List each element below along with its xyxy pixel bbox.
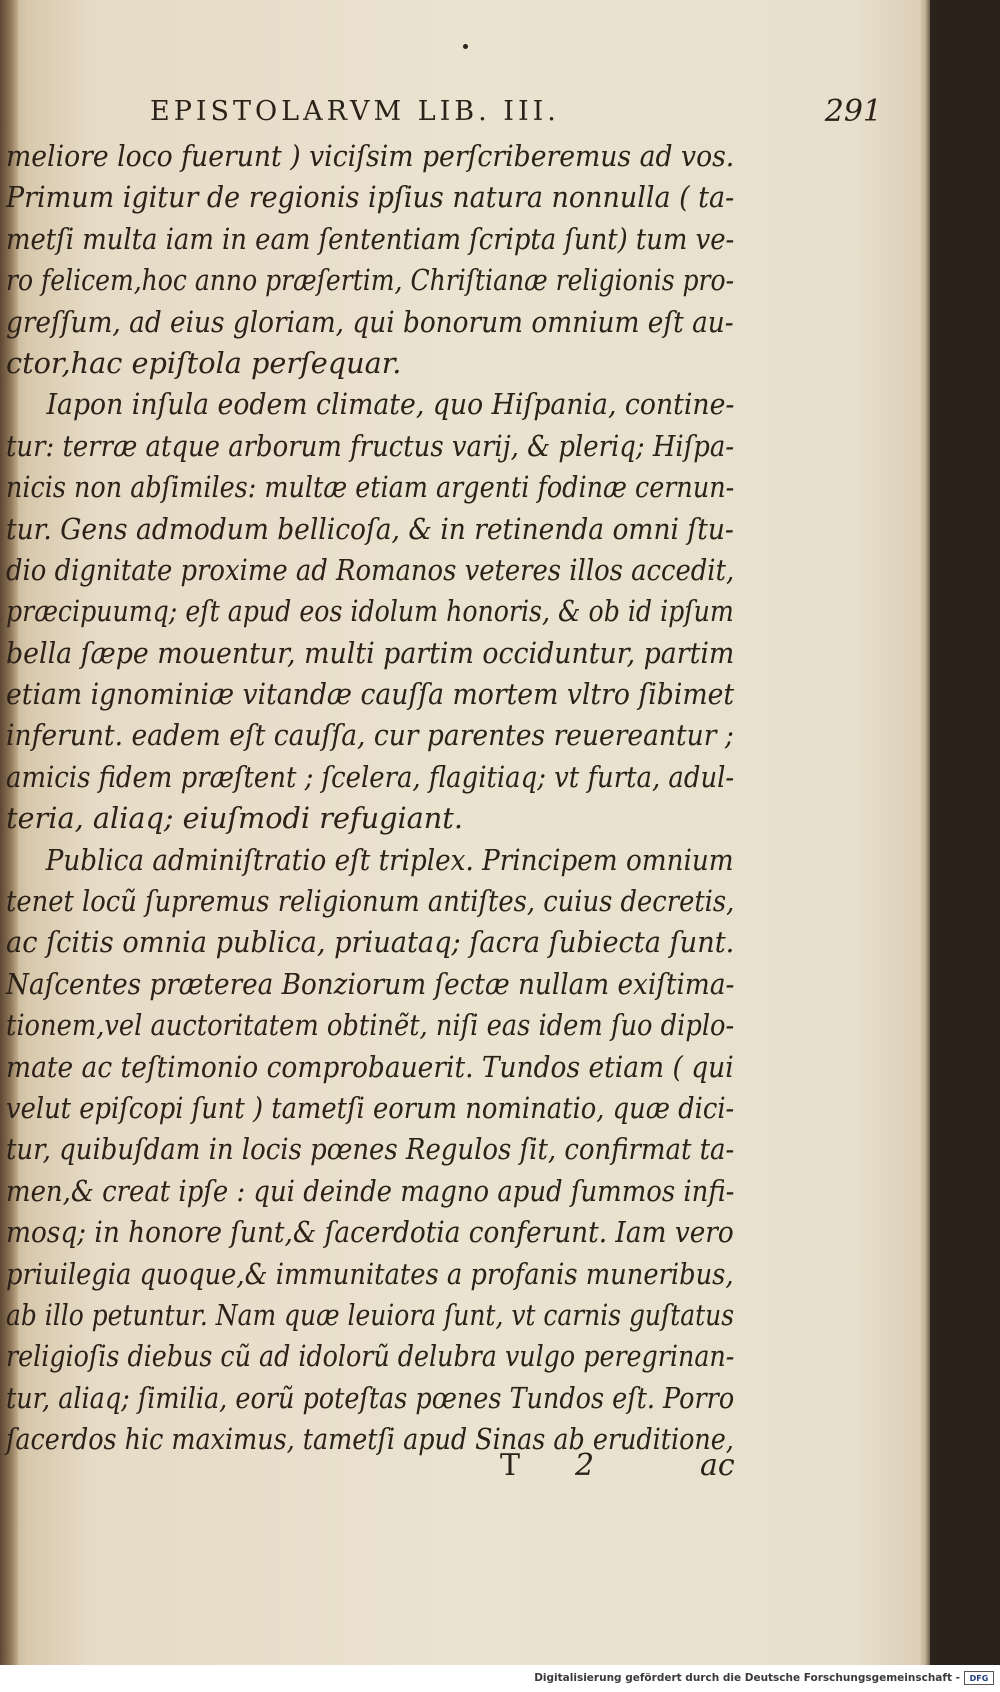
- text-line: Iapon inſula eodem climate, quo Hiſpania, contine-: [46, 387, 735, 422]
- text-line: dio dignitate proxime ad Romanos veteres illos accedit,: [6, 552, 735, 587]
- text-line: teria, aliaq; eiuſmodi refugiant.: [6, 801, 463, 836]
- text-line: meliore loco fuerunt ) viciſsim perſcriberemus ad vos.: [6, 139, 735, 173]
- text-line: tur, aliaq; ſimilia, eorũ poteſtas pœnes Tundos eſt. Porro: [6, 1380, 735, 1415]
- text-line: tionem,vel auctoritatem obtinẽt, niſi eas idem ſuo diplo-: [6, 1008, 735, 1043]
- text-line: tenet locũ ſupremus religionum antiſtes, cuius decretis,: [6, 884, 735, 919]
- text-line: nicis non abſimiles: multæ etiam argenti fodinæ cernun-: [6, 470, 735, 505]
- text-line: inferunt. eadem eſt cauſſa, cur parentes reuereantur ;: [6, 718, 734, 753]
- credit-bar: [0, 1665, 1000, 1692]
- text-line: priuilegia quoque,& immunitates a profanis muneribus,: [6, 1256, 734, 1291]
- text-line: greſſum, ad eius gloriam, qui bonorum omnium eſt au-: [6, 304, 734, 339]
- running-title: EPISTOLARVM LIB. III.: [150, 96, 560, 127]
- text-line: religioſis diebus cũ ad idolorũ delubra vulgo peregrinan-: [6, 1339, 735, 1374]
- text-line: mate ac teſtimonio comprobauerit. Tundos etiam ( qui: [6, 1049, 734, 1084]
- text-line: tur, quibuſdam in locis pœnes Regulos ſit, confirmat ta-: [6, 1132, 735, 1167]
- running-head: [150, 96, 910, 136]
- text-line: mosq; in honore ſunt,& ſacerdotia conferunt. Iam vero: [6, 1215, 734, 1250]
- text-line: amicis fidem præſtent ; ſcelera, flagitiaq; vt furta, adul-: [6, 759, 735, 794]
- text-line: Naſcentes præterea Bonziorum ſectæ nullam exiſtima-: [6, 966, 735, 1001]
- page-footer: [0, 1448, 930, 1488]
- text-line: etiam ignominiæ vitandæ cauſſa mortem vltro ſibimet: [6, 677, 735, 712]
- text-line: metſi multa iam in eam ſententiam ſcripta ſunt) tum ve-: [6, 221, 735, 256]
- signature-mark: T: [500, 1448, 521, 1483]
- text-line: ſacerdos hic maximus, tametſi apud Sinas ab eruditione,: [6, 1422, 734, 1457]
- body-text: [6, 136, 741, 1461]
- page-edge: [918, 0, 930, 1665]
- text-line: ab illo petuntur. Nam quæ leuiora ſunt, vt carnis guſtatus: [6, 1297, 735, 1332]
- catchword: ac: [700, 1448, 735, 1483]
- text-line: ac ſcitis omnia publica, priuataq; ſacra ſubiecta ſunt.: [6, 925, 735, 960]
- text-line: Primum igitur de regionis ipſius natura nonnulla ( ta-: [6, 180, 735, 215]
- text-line: bella ſæpe mouentur, multi partim occiduntur, partim: [6, 635, 735, 670]
- text-line: velut epiſcopi ſunt ) tametſi eorum nominatio, quæ dici-: [6, 1090, 735, 1125]
- text-line: men,& creat ipſe : qui deinde magno apud ſummos infi-: [6, 1173, 735, 1208]
- page-number: 291: [824, 94, 882, 129]
- scan-background: [930, 0, 1000, 1665]
- text-line: tur. Gens admodum bellicoſa, & in retinenda omni ſtu-: [6, 511, 734, 546]
- text-line: ctor,hac epiſtola perſequar.: [6, 345, 402, 380]
- text-line: Publica adminiſtratio eſt triplex. Principem omnium: [45, 842, 734, 877]
- text-line: tur: terræ atque arborum fructus varij, & pleriq; Hiſpa-: [6, 428, 735, 463]
- credit-text: Digitalisierung gefördert durch die Deutsche Forschungsgemeinschaft -: [534, 1672, 960, 1684]
- ink-dot: [463, 44, 468, 49]
- signature-number: 2: [575, 1448, 595, 1483]
- text-line: præcipuumq; eſt apud eos idolum honoris, & ob id ipſum: [6, 594, 734, 629]
- dfg-logo: DFG: [964, 1671, 994, 1685]
- text-line: ro felicem,hoc anno præſertim, Chriſtianæ religionis pro-: [6, 263, 735, 298]
